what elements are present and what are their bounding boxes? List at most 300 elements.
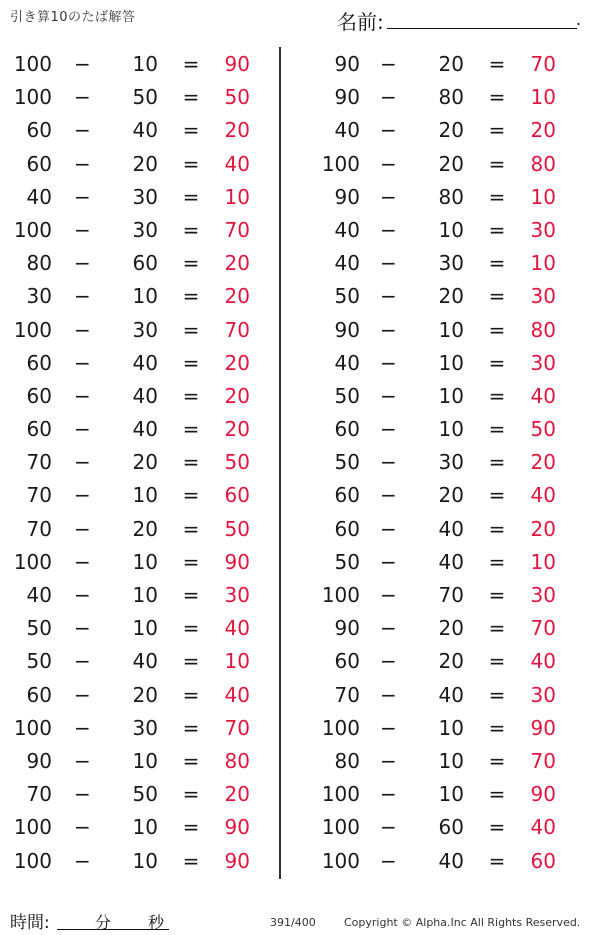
minus-sign: − xyxy=(74,85,91,110)
minuend: 70 xyxy=(26,450,52,475)
equals-sign: = xyxy=(182,118,200,143)
minuend: 40 xyxy=(334,118,360,143)
minuend: 60 xyxy=(26,682,52,707)
problem-row xyxy=(306,214,566,247)
subtrahend: 70 xyxy=(438,583,464,607)
minuend: 60 xyxy=(334,483,360,508)
equals-sign: = xyxy=(182,748,200,773)
equals-sign: = xyxy=(182,251,200,276)
seconds-label: 秒 xyxy=(148,913,165,932)
minuend: 90 xyxy=(334,317,360,342)
answer: 70 xyxy=(224,715,250,740)
equals-sign: = xyxy=(182,616,200,641)
minuend: 60 xyxy=(26,118,52,143)
problem-row xyxy=(0,413,260,446)
minus-sign: − xyxy=(74,782,91,807)
answer: 20 xyxy=(224,383,250,408)
minus-sign: − xyxy=(74,516,91,541)
worksheet-title: 引き算10のたば解答 xyxy=(10,10,136,25)
minus-sign: − xyxy=(380,350,397,375)
problem-row xyxy=(306,81,566,114)
minuend: 100 xyxy=(13,52,52,76)
answer: 90 xyxy=(530,715,556,740)
problem-row xyxy=(0,214,260,247)
minus-sign: − xyxy=(74,450,91,475)
equals-sign: = xyxy=(488,748,506,773)
answer: 40 xyxy=(530,483,556,508)
equals-sign: = xyxy=(182,417,200,442)
minuend: 60 xyxy=(334,417,360,442)
minuend: 60 xyxy=(334,649,360,674)
subtrahend: 10 xyxy=(438,350,464,375)
equals-sign: = xyxy=(182,483,200,508)
minus-sign: − xyxy=(380,85,397,110)
minus-sign: − xyxy=(74,52,91,76)
answer: 40 xyxy=(224,151,250,176)
subtrahend: 10 xyxy=(438,782,464,807)
problem-row xyxy=(306,546,566,579)
subtrahend: 10 xyxy=(132,616,158,641)
subtrahend: 10 xyxy=(132,52,158,76)
problem-row xyxy=(0,48,260,81)
minus-sign: − xyxy=(74,184,91,209)
minuend: 60 xyxy=(334,516,360,541)
page-number: 391/400 xyxy=(270,916,316,929)
subtrahend: 80 xyxy=(438,85,464,110)
subtrahend: 30 xyxy=(132,184,158,209)
problem-row xyxy=(0,81,260,114)
minus-sign: − xyxy=(380,217,397,242)
minus-sign: − xyxy=(380,848,397,873)
minuend: 50 xyxy=(334,383,360,408)
minuend: 100 xyxy=(13,217,52,242)
problem-row xyxy=(306,645,566,678)
problem-row xyxy=(0,612,260,645)
subtrahend: 50 xyxy=(132,85,158,110)
minus-sign: − xyxy=(74,251,91,276)
equals-sign: = xyxy=(182,85,200,110)
answer: 20 xyxy=(530,118,556,143)
answer: 90 xyxy=(224,848,250,873)
answer: 80 xyxy=(530,317,556,342)
subtrahend: 10 xyxy=(132,848,158,873)
answer: 10 xyxy=(224,184,250,209)
equals-sign: = xyxy=(182,151,200,176)
equals-sign: = xyxy=(488,549,506,574)
equals-sign: = xyxy=(488,715,506,740)
problem-row xyxy=(306,347,566,380)
problem-row xyxy=(306,380,566,413)
answer: 50 xyxy=(530,417,556,442)
minuend: 60 xyxy=(26,350,52,375)
subtrahend: 20 xyxy=(438,151,464,176)
problem-row xyxy=(306,712,566,745)
subtrahend: 30 xyxy=(438,251,464,276)
answer: 40 xyxy=(224,682,250,707)
minuend: 70 xyxy=(334,682,360,707)
minus-sign: − xyxy=(74,151,91,176)
problem-row xyxy=(306,679,566,712)
minuend: 90 xyxy=(26,748,52,773)
answer: 70 xyxy=(530,748,556,773)
problem-row xyxy=(306,247,566,280)
answer: 20 xyxy=(224,417,250,442)
copyright-notice: Copyright © Alpha.Inc All Rights Reserved. xyxy=(344,916,581,929)
minus-sign: − xyxy=(380,118,397,143)
problem-row xyxy=(306,513,566,546)
minus-sign: − xyxy=(380,682,397,707)
answer: 60 xyxy=(530,848,556,873)
minuend: 80 xyxy=(334,748,360,773)
answer: 50 xyxy=(224,450,250,475)
problem-row xyxy=(306,579,566,612)
subtrahend: 40 xyxy=(438,516,464,541)
minuend: 100 xyxy=(321,715,360,740)
problem-row xyxy=(0,712,260,745)
minus-sign: − xyxy=(380,616,397,641)
problem-column-right xyxy=(306,48,566,878)
minuend: 100 xyxy=(13,317,52,342)
answer: 90 xyxy=(224,815,250,840)
subtrahend: 40 xyxy=(132,118,158,143)
answer: 60 xyxy=(224,483,250,508)
minus-sign: − xyxy=(74,616,91,641)
equals-sign: = xyxy=(488,85,506,110)
column-divider xyxy=(279,47,281,879)
answer: 20 xyxy=(224,782,250,807)
equals-sign: = xyxy=(182,52,200,76)
problem-row xyxy=(0,380,260,413)
minus-sign: − xyxy=(380,815,397,840)
minuend: 40 xyxy=(334,251,360,276)
subtrahend: 20 xyxy=(438,118,464,143)
minus-sign: − xyxy=(74,848,91,873)
minuend: 50 xyxy=(334,284,360,309)
minus-sign: − xyxy=(74,483,91,508)
subtrahend: 20 xyxy=(438,483,464,508)
minuend: 40 xyxy=(334,350,360,375)
equals-sign: = xyxy=(488,815,506,840)
equals-sign: = xyxy=(488,151,506,176)
minuend: 60 xyxy=(26,417,52,442)
name-label: 名前: xyxy=(337,10,384,34)
subtrahend: 40 xyxy=(132,417,158,442)
minuend: 60 xyxy=(26,151,52,176)
subtrahend: 40 xyxy=(132,649,158,674)
problem-row xyxy=(0,247,260,280)
problem-row xyxy=(306,413,566,446)
problem-row xyxy=(0,645,260,678)
answer: 80 xyxy=(224,748,250,773)
problem-row xyxy=(306,114,566,147)
subtrahend: 20 xyxy=(438,649,464,674)
minus-sign: − xyxy=(380,151,397,176)
answer: 10 xyxy=(530,85,556,110)
equals-sign: = xyxy=(182,649,200,674)
equals-sign: = xyxy=(488,649,506,674)
problem-row xyxy=(0,546,260,579)
minuend: 100 xyxy=(321,583,360,607)
minuend: 100 xyxy=(321,151,360,176)
minuend: 70 xyxy=(26,516,52,541)
subtrahend: 60 xyxy=(438,815,464,840)
time-label: 時間: xyxy=(10,913,50,933)
problem-row xyxy=(306,479,566,512)
minus-sign: − xyxy=(74,583,91,607)
subtrahend: 20 xyxy=(438,616,464,641)
problem-row xyxy=(306,280,566,313)
minus-sign: − xyxy=(74,317,91,342)
minuend: 100 xyxy=(13,815,52,840)
problem-row xyxy=(0,479,260,512)
minuend: 100 xyxy=(321,815,360,840)
minuend: 40 xyxy=(26,184,52,209)
subtrahend: 50 xyxy=(132,782,158,807)
equals-sign: = xyxy=(182,715,200,740)
equals-sign: = xyxy=(488,848,506,873)
minus-sign: − xyxy=(74,549,91,574)
equals-sign: = xyxy=(488,782,506,807)
problem-row xyxy=(0,679,260,712)
subtrahend: 20 xyxy=(132,450,158,475)
problem-row xyxy=(306,745,566,778)
equals-sign: = xyxy=(488,350,506,375)
subtrahend: 40 xyxy=(438,682,464,707)
minus-sign: − xyxy=(380,549,397,574)
problem-column-left xyxy=(0,48,260,878)
problem-row xyxy=(0,579,260,612)
answer: 90 xyxy=(224,549,250,574)
problem-row xyxy=(0,148,260,181)
minuend: 100 xyxy=(13,85,52,110)
minuend: 40 xyxy=(334,217,360,242)
answer: 40 xyxy=(530,649,556,674)
problem-row xyxy=(306,314,566,347)
answer: 30 xyxy=(530,217,556,242)
minus-sign: − xyxy=(380,483,397,508)
answer: 20 xyxy=(224,284,250,309)
subtrahend: 10 xyxy=(132,284,158,309)
equals-sign: = xyxy=(182,549,200,574)
answer: 20 xyxy=(224,251,250,276)
minuend: 70 xyxy=(26,782,52,807)
equals-sign: = xyxy=(488,417,506,442)
subtrahend: 10 xyxy=(438,217,464,242)
minus-sign: − xyxy=(380,583,397,607)
minuend: 100 xyxy=(321,848,360,873)
equals-sign: = xyxy=(182,317,200,342)
subtrahend: 10 xyxy=(132,583,158,607)
minus-sign: − xyxy=(380,649,397,674)
subtrahend: 10 xyxy=(132,483,158,508)
answer: 90 xyxy=(224,52,250,76)
problem-row xyxy=(306,778,566,811)
minus-sign: − xyxy=(74,383,91,408)
minuend: 50 xyxy=(26,616,52,641)
answer: 70 xyxy=(224,217,250,242)
name-field-area xyxy=(337,4,587,32)
minuend: 70 xyxy=(26,483,52,508)
answer: 90 xyxy=(530,782,556,807)
answer: 10 xyxy=(224,649,250,674)
minus-sign: − xyxy=(74,815,91,840)
minuend: 90 xyxy=(334,52,360,76)
problem-row xyxy=(0,314,260,347)
subtrahend: 30 xyxy=(132,317,158,342)
answer: 20 xyxy=(530,516,556,541)
minuend: 100 xyxy=(13,715,52,740)
minuend: 50 xyxy=(334,450,360,475)
minus-sign: − xyxy=(380,52,397,76)
minus-sign: − xyxy=(74,217,91,242)
subtrahend: 40 xyxy=(438,848,464,873)
answer: 20 xyxy=(224,118,250,143)
equals-sign: = xyxy=(488,383,506,408)
minus-sign: − xyxy=(74,417,91,442)
minuend: 90 xyxy=(334,616,360,641)
problem-row xyxy=(0,181,260,214)
problem-row xyxy=(306,845,566,878)
minuend: 100 xyxy=(13,549,52,574)
subtrahend: 20 xyxy=(438,284,464,309)
answer: 20 xyxy=(224,350,250,375)
equals-sign: = xyxy=(488,450,506,475)
equals-sign: = xyxy=(182,284,200,309)
minuend: 80 xyxy=(26,251,52,276)
equals-sign: = xyxy=(182,383,200,408)
equals-sign: = xyxy=(488,682,506,707)
minus-sign: − xyxy=(74,649,91,674)
minuend: 90 xyxy=(334,85,360,110)
subtrahend: 10 xyxy=(438,748,464,773)
answer: 10 xyxy=(530,251,556,276)
problem-row xyxy=(0,778,260,811)
subtrahend: 30 xyxy=(132,715,158,740)
equals-sign: = xyxy=(182,184,200,209)
answer: 40 xyxy=(530,815,556,840)
subtrahend: 30 xyxy=(132,217,158,242)
minus-sign: − xyxy=(380,284,397,309)
minutes-label: 分 xyxy=(95,913,112,932)
equals-sign: = xyxy=(488,317,506,342)
answer: 30 xyxy=(530,682,556,707)
answer: 20 xyxy=(530,450,556,475)
equals-sign: = xyxy=(182,848,200,873)
minus-sign: − xyxy=(380,317,397,342)
problem-row xyxy=(0,446,260,479)
minus-sign: − xyxy=(380,417,397,442)
minus-sign: − xyxy=(380,251,397,276)
minus-sign: − xyxy=(74,682,91,707)
problem-row xyxy=(306,811,566,844)
equals-sign: = xyxy=(182,583,200,607)
problem-row xyxy=(306,148,566,181)
subtrahend: 20 xyxy=(132,516,158,541)
minus-sign: − xyxy=(380,184,397,209)
equals-sign: = xyxy=(488,52,506,76)
answer: 30 xyxy=(530,350,556,375)
subtrahend: 40 xyxy=(132,350,158,375)
equals-sign: = xyxy=(488,118,506,143)
subtrahend: 40 xyxy=(438,549,464,574)
answer: 70 xyxy=(530,616,556,641)
minus-sign: − xyxy=(380,715,397,740)
subtrahend: 30 xyxy=(438,450,464,475)
answer: 80 xyxy=(530,151,556,176)
answer: 30 xyxy=(224,583,250,607)
problem-row xyxy=(306,446,566,479)
equals-sign: = xyxy=(182,350,200,375)
answer: 50 xyxy=(224,85,250,110)
minuend: 100 xyxy=(13,848,52,873)
equals-sign: = xyxy=(488,616,506,641)
subtrahend: 60 xyxy=(132,251,158,276)
equals-sign: = xyxy=(182,782,200,807)
equals-sign: = xyxy=(182,516,200,541)
equals-sign: = xyxy=(182,217,200,242)
answer: 10 xyxy=(530,184,556,209)
answer: 30 xyxy=(530,583,556,607)
problem-row xyxy=(0,114,260,147)
subtrahend: 10 xyxy=(438,715,464,740)
subtrahend: 80 xyxy=(438,184,464,209)
answer: 70 xyxy=(530,52,556,76)
minus-sign: − xyxy=(380,748,397,773)
equals-sign: = xyxy=(488,516,506,541)
equals-sign: = xyxy=(488,483,506,508)
name-end-dot: . xyxy=(576,10,582,29)
subtrahend: 40 xyxy=(132,383,158,408)
minus-sign: − xyxy=(380,450,397,475)
subtrahend: 20 xyxy=(132,151,158,176)
minuend: 50 xyxy=(26,649,52,674)
subtrahend: 20 xyxy=(132,682,158,707)
equals-sign: = xyxy=(182,450,200,475)
minus-sign: − xyxy=(74,350,91,375)
minus-sign: − xyxy=(380,782,397,807)
subtrahend: 10 xyxy=(132,549,158,574)
minuend: 50 xyxy=(334,549,360,574)
minuend: 60 xyxy=(26,383,52,408)
minus-sign: − xyxy=(74,748,91,773)
subtrahend: 10 xyxy=(132,748,158,773)
answer: 70 xyxy=(224,317,250,342)
subtrahend: 10 xyxy=(438,417,464,442)
answer: 50 xyxy=(224,516,250,541)
problem-row xyxy=(0,347,260,380)
equals-sign: = xyxy=(488,583,506,607)
minuend: 30 xyxy=(26,284,52,309)
minus-sign: − xyxy=(380,383,397,408)
equals-sign: = xyxy=(488,284,506,309)
problem-row xyxy=(0,513,260,546)
answer: 30 xyxy=(530,284,556,309)
subtrahend: 10 xyxy=(438,383,464,408)
problem-row xyxy=(306,612,566,645)
minus-sign: − xyxy=(74,284,91,309)
problem-row xyxy=(0,845,260,878)
problem-row xyxy=(306,181,566,214)
problem-row xyxy=(0,745,260,778)
minuend: 90 xyxy=(334,184,360,209)
minuend: 40 xyxy=(26,583,52,607)
equals-sign: = xyxy=(182,815,200,840)
answer: 10 xyxy=(530,549,556,574)
equals-sign: = xyxy=(488,251,506,276)
equals-sign: = xyxy=(182,682,200,707)
minuend: 100 xyxy=(321,782,360,807)
equals-sign: = xyxy=(488,217,506,242)
